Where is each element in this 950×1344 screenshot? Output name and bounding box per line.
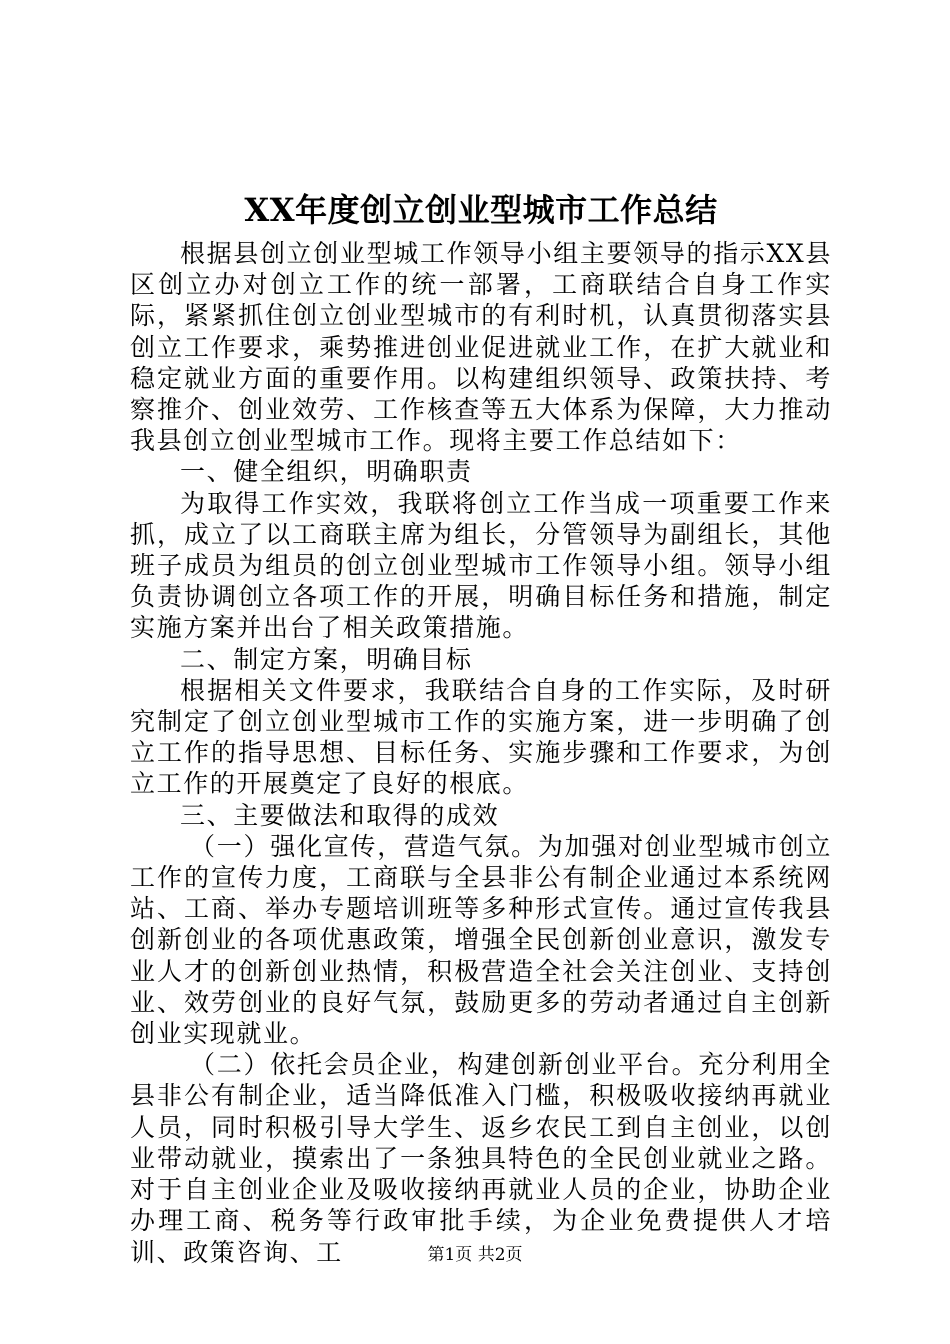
section-heading-3: 三、主要做法和取得的成效 [180, 800, 500, 830]
section-3-item-2: （二）依托会员企业，构建创新创业平台。充分利用全县非公有制企业，适当降低准入门槛，积极吸收接纳再就业人员，同时积极引导大学生、返乡农民工到自主创业，以创业带动就业，摸索出了一条独具特色的全民创业就业之路。对于自主创业企业及吸收接纳再就业人员的企业，协助企业办理工商、税务等行政审批手续，为企业免费提供人才培训、政策咨询、工 [130, 1050, 832, 1267]
document-body [130, 238, 832, 1268]
document-page [130, 0, 832, 1344]
page-title: XX年度创立创业型城市工作总结 [244, 191, 718, 229]
section-2-paragraph: 根据相关文件要求，我联结合自身的工作实际，及时研究制定了创立创业型城市工作的实施方案，进一步明确了创立工作的指导思想、目标任务、实施步骤和工作要求，为创立工作的开展奠定了良好的根底。 [130, 675, 832, 799]
section-heading-2: 二、制定方案，明确目标 [180, 644, 473, 674]
page-number-footer: 第1页 共2页 [427, 1245, 523, 1265]
section-3-item-1: （一）强化宣传，营造气氛。为加强对创业型城市创立工作的宣传力度，工商联与全县非公有制企业通过本系统网站、工商、举办专题培训班等多种形式宣传。通过宣传我县创新创业的各项优惠政策，增强全民创新创业意识，激发专业人才的创新创业热情，积极营造全社会关注创业、支持创业、效劳创业的良好气氛，鼓励更多的劳动者通过自主创新创业实现就业。 [130, 831, 832, 1049]
section-heading-1: 一、健全组织，明确职责 [180, 457, 473, 487]
intro-paragraph: 根据县创立创业型城工作领导小组主要领导的指示XX县区创立办对创立工作的统一部署，工商联结合自身工作实际，紧紧抓住创立创业型城市的有利时机，认真贯彻落实县创立工作要求，乘势推进创业促进就业工作，在扩大就业和稳定就业方面的重要作用。以构建组织领导、政策扶持、考察推介、创业效劳、工作核查等五大体系为保障，大力推动我县创立创业型城市工作。现将主要工作总结如下： [130, 239, 832, 456]
section-1-paragraph: 为取得工作实效，我联将创立工作当成一项重要工作来抓，成立了以工商联主席为组长，分管领导为副组长，其他班子成员为组员的创立创业型城市工作领导小组。领导小组负责协调创立各项工作的开展，明确目标任务和措施，制定实施方案并出台了相关政策措施。 [130, 488, 832, 643]
